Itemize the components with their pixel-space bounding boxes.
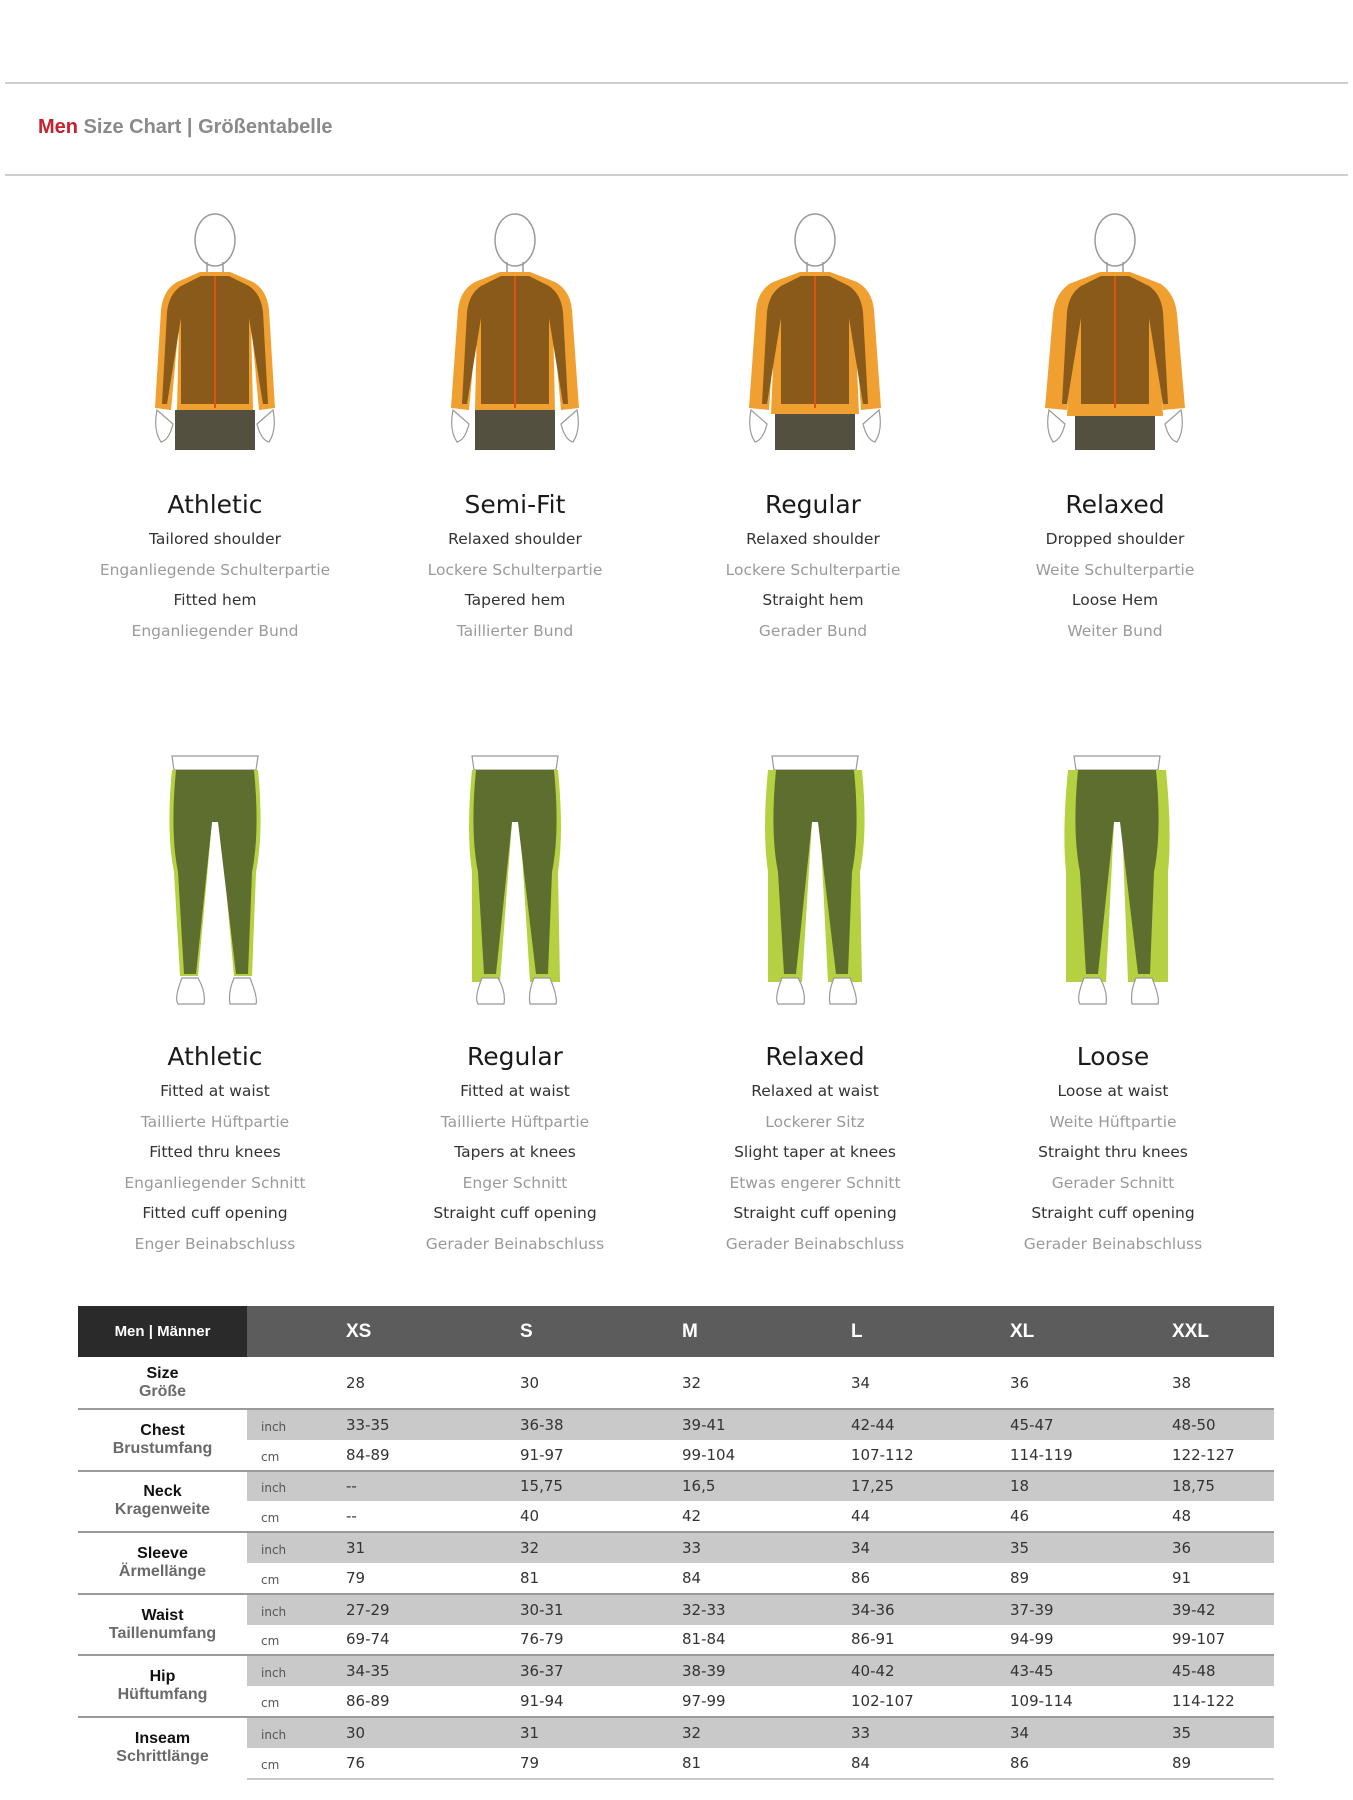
unit-label: inch [247,1532,346,1563]
fit-name: Semi-Fit [464,490,566,519]
table-cell: 48-50 [1172,1409,1274,1440]
table-cell: 81 [520,1568,540,1587]
table-cell: 89 [1172,1748,1274,1779]
table-cell: 97-99 [682,1692,726,1711]
row-label-de: Ärmellänge [118,1562,207,1580]
table-cell: 48 [1172,1507,1192,1526]
table-cell: 18 [1010,1471,1172,1502]
pants-figure-loose [1062,752,1172,1012]
table-row [78,1717,1274,1748]
table-cell: 81-84 [682,1630,726,1649]
size-header: XL [1010,1306,1172,1357]
fit-line: Taillierte Hüftpartie [440,1112,590,1131]
fit-line: Enger Schnitt [462,1173,568,1192]
table-row [78,1532,1274,1563]
table-cell: 32 [682,1717,851,1748]
table-cell: 42-44 [851,1409,1010,1440]
unit-label: cm [261,1634,280,1649]
title-divider [5,174,1348,176]
size-header-row [78,1306,1274,1357]
unit-label: inch [247,1655,346,1686]
title-rest: Size Chart | Größentabelle [78,116,333,138]
fit-line: Dropped shoulder [1045,530,1185,548]
table-cell: -- [346,1471,520,1502]
table-cell: 76-79 [520,1630,564,1649]
jacket-fit-relaxed [965,490,1265,646]
unit-label: inch [247,1471,346,1502]
table-cell: 122-127 [1172,1445,1235,1464]
fit-name: Relaxed [1065,490,1165,519]
table-cell: 30-31 [520,1594,682,1625]
jacket-fit-regular [663,490,963,646]
table-cell: 84 [682,1568,702,1587]
unit-label: inch [247,1409,346,1440]
fit-line: Relaxed shoulder [448,530,582,548]
fit-line: Straight cuff opening [733,1204,897,1223]
table-cell: 81 [682,1748,851,1779]
fit-line: Tapers at knees [454,1143,576,1162]
table-cell: 86 [1010,1748,1172,1779]
jacket-fit-semi-fit [365,490,665,646]
table-cell: 34-36 [851,1594,1010,1625]
page-title [38,116,333,139]
table-cell: 114-119 [1010,1445,1073,1464]
jacket-figure-regular [735,210,895,460]
unit-label: cm [261,1449,280,1464]
fit-line: Enger Beinabschluss [134,1234,296,1253]
fit-line: Fitted at waist [160,1082,270,1100]
table-cell: 46 [1010,1507,1030,1526]
table-cell: 94-99 [1010,1630,1054,1649]
pants-figure-regular [460,752,570,1012]
table-cell: 39-41 [682,1409,851,1440]
jacket-figure-relaxed [1035,210,1195,460]
table-cell: 37-39 [1010,1594,1172,1625]
jacket-figure-semi-fit [435,210,595,460]
jacket-fit-athletic [65,490,365,646]
fit-line: Etwas engerer Schnitt [729,1173,901,1192]
table-cell: 32 [682,1373,702,1392]
fit-line: Weite Schulterpartie [1035,560,1195,579]
fit-line: Tapered hem [464,591,566,610]
row-label-de: Hüftumfang [117,1686,208,1704]
fit-name: Regular [467,1042,563,1071]
fit-line: Gerader Schnitt [1051,1173,1175,1192]
unit-label: cm [261,1511,280,1526]
row-label-de: Brustumfang [112,1439,213,1457]
table-cell: 84 [851,1748,1010,1779]
table-row [78,1357,1274,1409]
unit-label: inch [247,1717,346,1748]
table-row [78,1563,1274,1594]
pant-fit-relaxed [665,1042,965,1260]
table-cell: 28 [346,1373,366,1392]
table-cell: 86 [851,1568,871,1587]
table-cell: 89 [1010,1568,1030,1587]
table-cell: 36-38 [520,1409,682,1440]
fit-line: Lockere Schulterpartie [427,560,603,579]
table-cell: 30 [346,1717,520,1748]
pants-figure-athletic [160,752,270,1012]
table-cell: 45-48 [1172,1655,1274,1686]
table-cell: 44 [851,1507,871,1526]
fit-line: Gerader Beinabschluss [1023,1234,1203,1253]
fit-line: Loose Hem [1071,591,1159,610]
row-label [78,1409,247,1471]
fit-line: Straight hem [762,591,864,610]
table-cell: 38-39 [682,1655,851,1686]
table-cell: 86-89 [346,1692,390,1711]
fit-line: Tailored shoulder [148,530,282,548]
table-cell: 107-112 [851,1445,914,1464]
unit-label: cm [261,1572,280,1587]
table-cell: 69-74 [346,1630,390,1649]
fit-line: Taillierte Hüftpartie [140,1112,290,1131]
fit-line: Loose at waist [1057,1082,1169,1100]
table-cell: 39-42 [1172,1594,1274,1625]
fit-line: Slight taper at knees [734,1143,896,1162]
row-label-de: Taillenumfang [108,1624,217,1642]
table-cell: 35 [1172,1717,1274,1748]
fit-line: Fitted thru knees [149,1143,281,1162]
fit-line: Enganliegender Schnitt [124,1173,306,1192]
row-label [78,1471,247,1533]
table-cell: 16,5 [682,1471,851,1502]
fit-name: Loose [1076,1042,1150,1071]
pant-fit-regular [365,1042,665,1260]
size-header: L [851,1306,1010,1357]
row-label-de: Größe [138,1382,187,1400]
table-cell: 32-33 [682,1594,851,1625]
fit-line: Fitted hem [173,591,257,610]
row-label-en: Inseam [134,1730,191,1748]
table-cell: 43-45 [1010,1655,1172,1686]
table-cell: 38 [1172,1373,1192,1392]
table-cell: 79 [346,1568,366,1587]
fit-line: Straight cuff opening [433,1204,597,1223]
table-cell: 34-35 [346,1655,520,1686]
pants-figure-relaxed [760,752,870,1012]
fit-line: Gerader Bund [758,621,868,640]
jacket-figure-athletic [135,210,295,460]
table-cell: 15,75 [520,1471,682,1502]
fit-name: Relaxed [765,1042,865,1071]
table-row [78,1471,1274,1502]
fit-line: Weiter Bund [1067,621,1163,640]
table-row [78,1594,1274,1625]
fit-line: Relaxed shoulder [746,530,880,548]
row-label [78,1357,247,1409]
table-cell: 99-107 [1172,1630,1226,1649]
unit-label: cm [261,1696,280,1711]
fit-line: Relaxed at waist [751,1082,879,1100]
row-label [78,1594,247,1656]
table-cell: 40-42 [851,1655,1010,1686]
table-cell: 33-35 [346,1409,520,1440]
table-cell: 34 [851,1373,871,1392]
table-cell: 42 [682,1507,702,1526]
row-label-en: Size [146,1364,179,1382]
unit-label: cm [247,1748,346,1779]
fit-line: Taillierter Bund [456,621,574,640]
fit-line: Weite Hüftpartie [1049,1112,1177,1131]
table-corner: Men | Männer [78,1306,247,1357]
table-cell: 34 [1010,1717,1172,1748]
fit-line: Straight thru knees [1038,1143,1188,1162]
table-cell: 32 [520,1532,682,1563]
table-cell: 45-47 [1010,1409,1172,1440]
fit-line: Fitted cuff opening [142,1204,288,1223]
table-cell: 33 [851,1717,1010,1748]
row-label-en: Chest [140,1421,185,1439]
fit-name: Athletic [167,490,263,519]
pant-fit-loose [963,1042,1263,1260]
table-cell: 30 [520,1373,540,1392]
header-spacer [247,1306,346,1357]
table-row [78,1440,1274,1471]
row-label-en: Hip [149,1668,176,1686]
unit-label: inch [247,1594,346,1625]
table-row [78,1748,1274,1779]
table-cell: 17,25 [851,1471,1010,1502]
size-header: XXL [1172,1306,1274,1357]
table-row [78,1655,1274,1686]
fit-line: Fitted at waist [460,1082,570,1100]
table-cell: -- [346,1507,357,1526]
size-table [78,1306,1274,1780]
table-cell: 91-97 [520,1445,564,1464]
table-cell: 33 [682,1532,851,1563]
table-cell: 76 [346,1748,520,1779]
table-cell: 35 [1010,1532,1172,1563]
table-cell: 36-37 [520,1655,682,1686]
fit-name: Athletic [167,1042,263,1071]
row-label [78,1717,247,1779]
table-cell: 91-94 [520,1692,564,1711]
pant-fit-athletic [65,1042,365,1260]
row-label-en: Waist [141,1606,184,1624]
row-label [78,1655,247,1717]
size-header: XS [346,1306,520,1357]
table-cell: 34 [851,1532,1010,1563]
table-cell: 79 [520,1748,682,1779]
fit-name: Regular [765,490,861,519]
row-label-en: Sleeve [137,1544,188,1562]
fit-line: Gerader Beinabschluss [725,1234,905,1253]
fit-line: Enganliegender Bund [131,621,299,640]
fit-line: Enganliegende Schulterpartie [99,560,331,579]
table-cell: 86-91 [851,1630,895,1649]
table-cell: 31 [346,1532,520,1563]
table-row [78,1409,1274,1440]
table-cell: 31 [520,1717,682,1748]
table-cell: 99-104 [682,1445,736,1464]
table-row [78,1501,1274,1532]
table-cell: 84-89 [346,1445,390,1464]
table-cell: 114-122 [1172,1692,1235,1711]
table-cell: 36 [1010,1373,1030,1392]
top-divider [5,82,1348,84]
fit-line: Straight cuff opening [1031,1204,1195,1223]
table-cell: 18,75 [1172,1471,1274,1502]
table-cell: 40 [520,1507,540,1526]
title-men: Men [38,116,78,138]
table-cell: 36 [1172,1532,1274,1563]
unit-cell [247,1357,346,1409]
table-cell: 109-114 [1010,1692,1073,1711]
table-row [78,1686,1274,1717]
row-label-en: Neck [143,1483,182,1501]
size-header: S [520,1306,682,1357]
table-cell: 91 [1172,1568,1192,1587]
table-cell: 27-29 [346,1594,520,1625]
table-row [78,1625,1274,1656]
row-label-de: Schrittlänge [116,1748,209,1766]
fit-line: Lockerer Sitz [765,1112,865,1131]
fit-line: Lockere Schulterpartie [725,560,901,579]
fit-line: Gerader Beinabschluss [425,1234,605,1253]
row-label-de: Kragenweite [114,1501,211,1519]
row-label [78,1532,247,1594]
size-header: M [682,1306,851,1357]
table-cell: 102-107 [851,1692,914,1711]
